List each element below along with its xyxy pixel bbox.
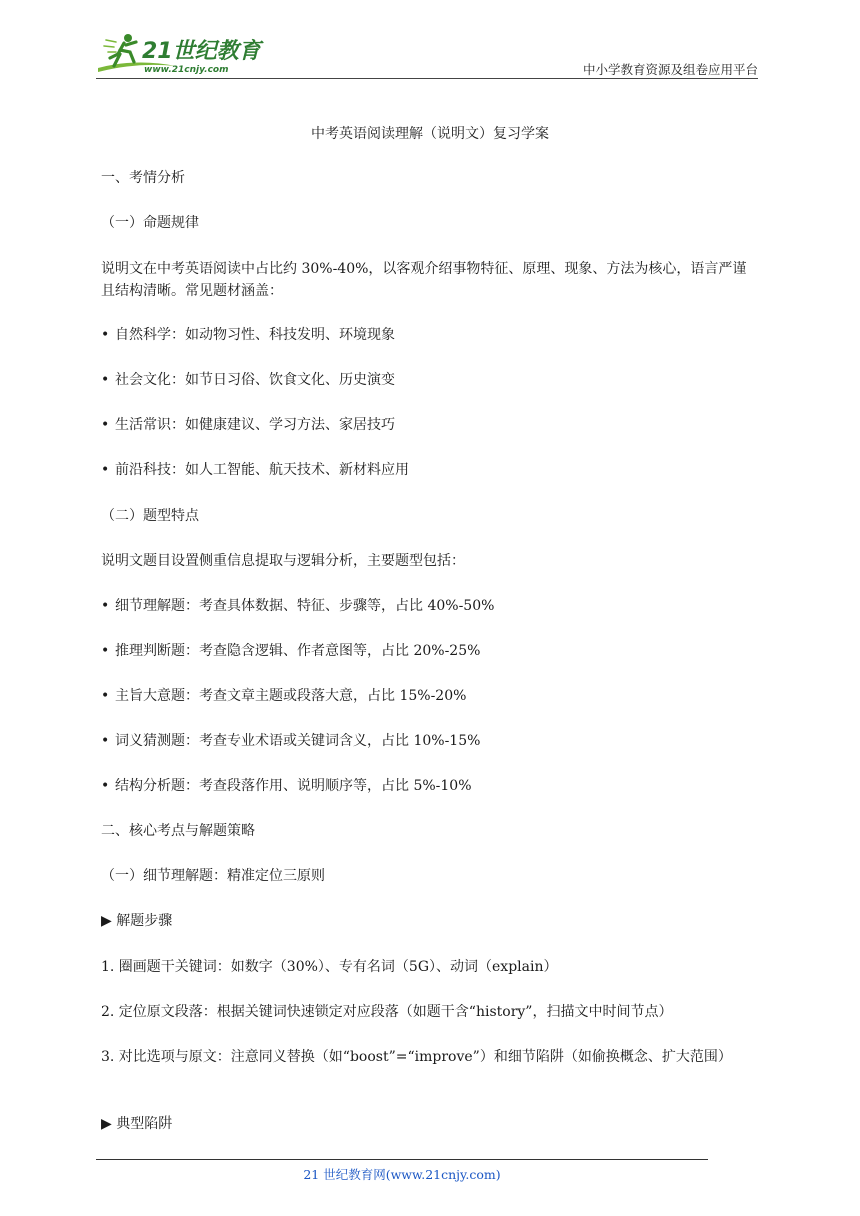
- list-item-text: 自然科学：如动物习性、科技发明、环境现象: [115, 327, 395, 343]
- list-item-text: 结构分析题：考查段落作用、说明顺序等，占比 5%-10%: [115, 778, 472, 794]
- svg-text:www.21cnjy.com: www.21cnjy.com: [144, 65, 229, 75]
- platform-name: 中小学教育资源及组卷应用平台: [582, 62, 758, 77]
- paragraph-1: 说明文在中考英语阅读中占比约 30%-40%，以客观介绍事物特征、原理、现象、方法为核心，语言严谨且结构清晰。常见题材涵盖：: [101, 261, 747, 299]
- bullet: •: [101, 778, 110, 794]
- runner-logo-icon: [96, 28, 266, 78]
- steps-heading: ▶ 解题步骤: [101, 913, 173, 929]
- section-heading-2: 二、核心考点与解题策略: [101, 823, 255, 839]
- subsection-heading-1-2: （二）题型特点: [101, 508, 199, 524]
- list-item-text: 社会文化：如节日习俗、饮食文化、历史演变: [115, 372, 395, 388]
- list-item: [101, 369, 395, 391]
- bullet: •: [101, 643, 110, 659]
- list-item: [101, 324, 395, 346]
- bullet: •: [101, 417, 110, 433]
- list-item: [101, 595, 494, 617]
- list-item: [101, 730, 480, 752]
- site-logo[interactable]: [96, 28, 266, 78]
- paragraph-2: 说明文题目设置侧重信息提取与逻辑分析，主要题型包括：: [101, 553, 465, 569]
- list-item-text: 前沿科技：如人工智能、航天技术、新材料应用: [115, 462, 409, 478]
- list-item-text: 主旨大意题：考查文章主题或段落大意，占比 15%-20%: [115, 688, 467, 704]
- bullet: •: [101, 733, 110, 749]
- bullet: •: [101, 688, 110, 704]
- page-header: [96, 28, 758, 84]
- header-divider: [96, 78, 758, 79]
- step-2: 2. 定位原文段落：根据关键词快速锁定对应段落（如题干含“history”，扫描文中时间节点）: [101, 1004, 673, 1020]
- list-item: [101, 640, 480, 662]
- subsection-heading-2-1: （一）细节理解题：精准定位三原则: [101, 868, 325, 884]
- step-3: 3. 对比选项与原文：注意同义替换（如“boost”=“improve”）和细节陷阱（如偷换概念、扩大范围）: [101, 1049, 732, 1065]
- svg-text:21世纪教育: 21世纪教育: [142, 39, 261, 64]
- list-item: [101, 685, 466, 707]
- subsection-heading-1-1: （一）命题规律: [101, 215, 199, 231]
- list-item-text: 词义猜测题：考查专业术语或关键词含义，占比 10%-15%: [115, 733, 481, 749]
- footer-divider: [96, 1159, 708, 1160]
- list-item-text: 细节理解题：考查具体数据、特征、步骤等，占比 40%-50%: [115, 598, 495, 614]
- list-item: [101, 459, 409, 481]
- list-item: [101, 775, 472, 797]
- bullet: •: [101, 372, 110, 388]
- bullet: •: [101, 462, 110, 478]
- list-item-text: 生活常识：如健康建议、学习方法、家居技巧: [115, 417, 395, 433]
- list-item-text: 推理判断题：考查隐含逻辑、作者意图等，占比 20%-25%: [115, 643, 481, 659]
- bullet: •: [101, 598, 110, 614]
- document-title: 中考英语阅读理解（说明文）复习学案: [311, 126, 549, 142]
- bullet: •: [101, 327, 110, 343]
- step-1: 1. 圈画题干关键词：如数字（30%）、专有名词（5G）、动词（explain）: [101, 959, 558, 975]
- section-heading-1: 一、考情分析: [101, 170, 185, 186]
- traps-heading: ▶ 典型陷阱: [101, 1116, 173, 1132]
- footer-link[interactable]: 21 世纪教育网(www.21cnjy.com): [303, 1167, 501, 1182]
- list-item: [101, 414, 395, 436]
